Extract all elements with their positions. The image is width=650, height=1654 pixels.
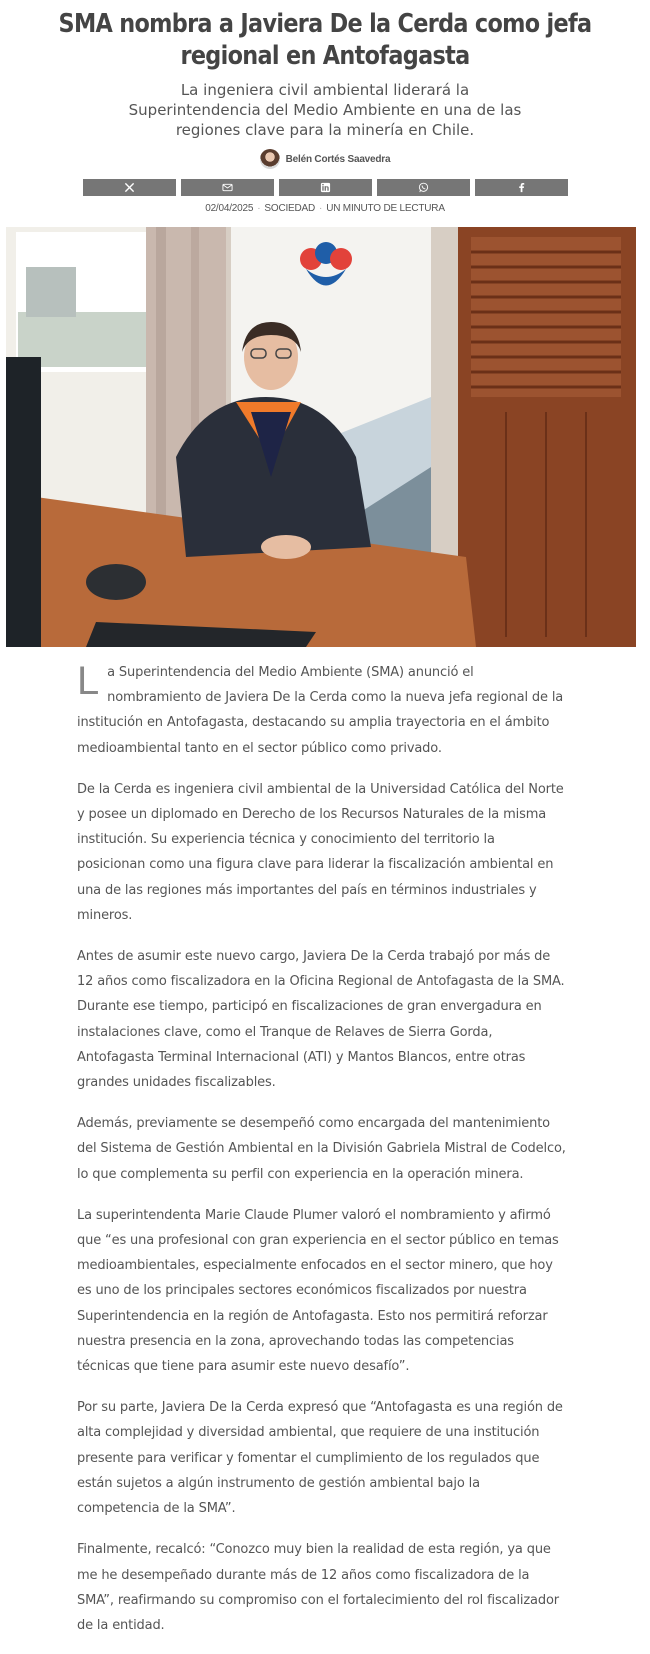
section-link[interactable]: SOCIEDAD bbox=[264, 203, 316, 214]
dropcap: L bbox=[77, 659, 100, 703]
email-icon bbox=[222, 182, 233, 193]
article-header bbox=[0, 0, 650, 214]
reading-time: UN MINUTO DE LECTURA bbox=[326, 203, 445, 214]
article-meta: 02/04/2025 · SOCIEDAD · UN MINUTO DE LECTURA bbox=[205, 203, 445, 214]
author-name[interactable]: Belén Cortés Saavedra bbox=[285, 153, 391, 165]
paragraph: La Superintendencia del Medio Ambiente (SMA) anunció el nombramiento de Javiera De la Cerda como la nueva jefa regional de la institución en Antofagasta, destacando su amplia trayectoria en el ámbito medioambiental tanto en el sector público como privado. bbox=[77, 659, 564, 756]
headline: SMA nombra a Javiera De la Cerda como jefa regional en Antofagasta bbox=[58, 9, 592, 71]
paragraph: Antes de asumir este nuevo cargo, Javiera De la Cerda trabajó por más de 12 años como fiscalizadora en la Oficina Regional de Antofagasta de la SMA. Durante ese tiempo, participó en fiscalizaciones de gran envergadura en instalaciones clave, como el Tranque de Relaves de Sierra Gorda, Antofagasta Terminal Internacional (ATI) y Mantos Blancos, entre otras grandes unidades fiscalizables. bbox=[77, 949, 565, 1091]
paragraph: La superintendenta Marie Claude Plumer valoró el nombramiento y afirmó que “es una profesional con gran experiencia en el sector público en temas medioambientales, especialmente enfocados en el sector minero, que hoy es uno de los principales sectores económicos fiscalizados por nuestra Superintendencia en la región de Antofagasta. Esto nos permitirá reforzar nuestra presencia en la zona, aprovechando todas las competencias técnicas que tiene para asumir este nuevo desafío”. bbox=[77, 1207, 559, 1375]
share-whatsapp-button[interactable] bbox=[377, 179, 470, 196]
publish-date: 02/04/2025 bbox=[205, 203, 254, 214]
linkedin-icon bbox=[320, 182, 331, 193]
x-icon bbox=[124, 182, 135, 193]
article-photo bbox=[6, 227, 636, 647]
whatsapp-icon bbox=[418, 182, 429, 193]
paragraph: Además, previamente se desempeñó como encargada del mantenimiento del Sistema de Gestión Ambiental en la División Gabriela Mistral de Codelco, lo que complementa su perfil con experiencia en la operación minera. bbox=[77, 1116, 566, 1182]
paragraph: Por su parte, Javiera De la Cerda expresó que “Antofagasta es una región de alta complejidad y diversidad ambiental, que requiere de una institución presente para verificar y fomentar el cumplimiento de los regulados que están sujetos a algún instrumento de gestión ambiental bajo la competencia de la SMA”. bbox=[77, 1400, 563, 1517]
paragraph: Finalmente, recalcó: “Conozco muy bien la realidad de esta región, ya que me he desempeñado durante más de 12 años como fiscalizadora de la SMA”, reafirmando su compromiso con el fortalecimiento del rol fiscalizador de la entidad. bbox=[77, 1542, 559, 1633]
share-x-button[interactable] bbox=[83, 179, 176, 196]
share-email-button[interactable] bbox=[181, 179, 274, 196]
paragraph: De la Cerda es ingeniera civil ambiental de la Universidad Católica del Norte y posee un diplomado en Derecho de los Recursos Naturales de la misma institución. Su experiencia técnica y conocimiento del territorio la posicionan como una figura clave para liderar la fiscalización ambiental en una de las regiones más importantes del país en términos industriales y mineros. bbox=[77, 781, 564, 923]
author-row bbox=[20, 148, 630, 170]
article-body bbox=[77, 660, 566, 1638]
photo-illustration bbox=[6, 227, 636, 647]
subheadline: La ingeniera civil ambiental liderará la Superintendencia del Medio Ambiente en una de las regiones clave para la minería en Chile. bbox=[128, 81, 522, 139]
facebook-icon bbox=[516, 182, 527, 193]
share-bar bbox=[20, 179, 630, 196]
share-linkedin-button[interactable] bbox=[279, 179, 372, 196]
share-facebook-button[interactable] bbox=[475, 179, 568, 196]
author-avatar[interactable] bbox=[260, 149, 280, 169]
